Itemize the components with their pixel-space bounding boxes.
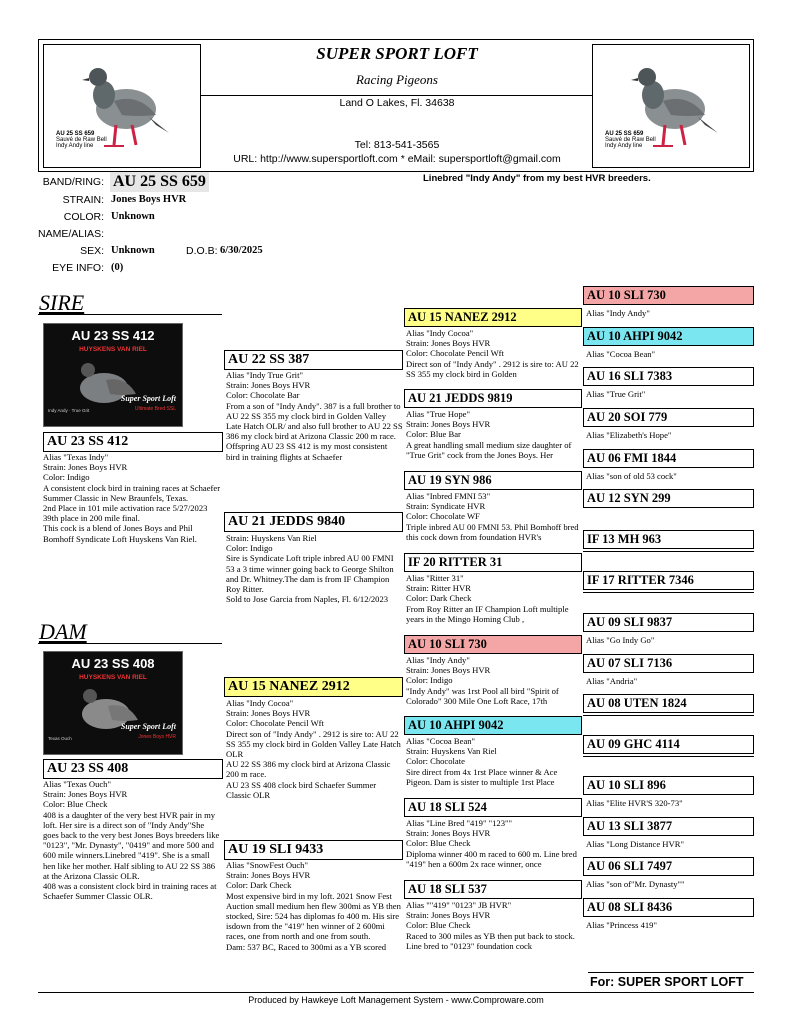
dam-photo <box>43 651 183 755</box>
gen3-band: AU 19 SYN 986 <box>404 471 582 490</box>
gen4-alias: Alias "Indy Andy" <box>586 308 650 318</box>
note-line: Alias "SnowFest Ouch" <box>226 860 308 870</box>
note-line: Strain: Jones Boys HVR <box>226 380 311 391</box>
band-label: BAND/RING: <box>42 176 104 188</box>
dam-section-label: DAM <box>39 619 87 644</box>
gen4-band: AU 10 SLI 896 <box>583 776 754 795</box>
photo-caption-line: Sauvé de Raw Bell <box>56 137 107 143</box>
sire-band: AU 23 SS 412 <box>43 432 223 452</box>
note-line: This cock is a blend of Jones Boys and Phil Bomhoff Syndicate Loft Huyskens Van Riel. <box>43 523 197 544</box>
loft-subtitle: Racing Pigeons <box>356 72 438 87</box>
dam-photo-left: Texas Ouch <box>48 736 72 741</box>
loft-location: Land O Lakes, Fl. 34638 <box>339 97 455 109</box>
gen4-band: AU 07 SLI 7136 <box>583 654 754 673</box>
gen2-band: AU 21 JEDDS 9840 <box>224 512 403 532</box>
loft-url-email: URL: http://www.supersportloft.com * eMail: supersportloft@gmail.com <box>233 153 561 165</box>
gen3-notes <box>406 818 582 878</box>
note-line: Color: Blue Check <box>43 799 108 810</box>
note-line: Color: Chocolate WF <box>406 511 480 522</box>
sire-photo-band: AU 23 SS 412 <box>71 328 155 343</box>
note-line: Offspring AU 23 SS 412 is my most consistent bird in training flights at Schaefer <box>226 441 388 462</box>
gen4-divider <box>583 551 754 552</box>
gen2-band: AU 15 NANEZ 2912 <box>224 677 403 697</box>
note-line: Color: Indigo <box>406 675 453 686</box>
note-line: Strain: Jones Boys HVR <box>406 910 491 921</box>
sire-section-label: SIRE <box>39 290 85 315</box>
pigeon-icon <box>593 45 750 168</box>
note-line: Color: Blue Check <box>406 920 471 931</box>
photo-caption-band: AU 25 SS 659 <box>56 131 95 137</box>
note-line: Strain: Huyskens Van Riel <box>226 533 317 543</box>
photo-caption-line: Indy Andy line <box>605 143 643 149</box>
note-line: Sire direct from 4x 1rst Place winner & Ace Pigeon. Dam is sister to multiple 1rst Place <box>406 766 558 787</box>
for-loft-label: For: SUPER SPORT LOFT <box>590 975 744 989</box>
gen3-band: AU 18 SLI 524 <box>404 798 582 817</box>
gen2-notes <box>226 860 403 980</box>
sire-photo-tag: Ultimate Bred SSL <box>134 406 176 412</box>
note-line: Color: Chocolate Pencil Wft <box>406 348 504 359</box>
note-line: Alias "Inbred FMNI 53" <box>406 491 491 501</box>
note-line: Alias "True Hope" <box>406 409 470 419</box>
loft-name: SUPER SPORT LOFT <box>316 44 478 63</box>
note-line: 408 was a consistent clock bird in training races at Schaefer Summer Classic OLR. <box>43 881 217 902</box>
note-line: Color: Indigo <box>43 472 90 483</box>
gen4-alias: Alias "son of"Mr. Dynasty"" <box>586 879 685 889</box>
gen4-band: AU 06 FMI 1844 <box>583 449 754 468</box>
bird-comment: Linebred "Indy Andy" from my best HVR breeders. <box>423 173 651 184</box>
header-photo-caption-right <box>605 131 656 149</box>
photo-caption-band: AU 25 SS 659 <box>605 131 644 137</box>
gen3-band: AU 15 NANEZ 2912 <box>404 308 582 327</box>
note-line: Dam: 537 BC, Raced to 300mi as a YB scored <box>226 941 387 952</box>
gen3-band: AU 18 SLI 537 <box>404 880 582 899</box>
note-line: Color: Chocolate Pencil Wft <box>226 718 324 729</box>
gen4-divider <box>583 756 754 757</box>
note-line: Most expensive bird in my loft. 2021 Snow Fest Auction small medium hen flew 300mi as YB then stocked, Sire: 524 has diplomas fo 400 m. His sire isdown from the "419" hen winner of 2 600mi races, one from north and one from south. <box>226 890 401 942</box>
dam-band: AU 23 SS 408 <box>43 759 223 779</box>
gen2-notes <box>226 698 403 820</box>
gen3-band: AU 21 JEDDS 9819 <box>404 389 582 408</box>
dam-notes <box>43 779 221 939</box>
photo-caption-line: Sauvé de Raw Bell <box>605 137 656 143</box>
note-line: Sire is Syndicate Loft triple inbred AU 00 FMNI 53 a 3 time winner going back to George Shilton and Dr. Whitney.The dam is from IF Champion Roy Ritter. <box>226 553 394 595</box>
note-line: Alias "Ritter 31" <box>406 573 464 583</box>
gen4-alias: Alias "son of old 53 cock" <box>586 471 677 481</box>
gen4-band: AU 20 SOI 779 <box>583 408 754 427</box>
gen2-notes <box>226 370 403 492</box>
note-line: Color: Chocolate <box>406 756 465 767</box>
dam-photo-sub: HUYSKENS VAN RIEL <box>79 674 147 681</box>
gen4-band: IF 17 RITTER 7346 <box>583 571 754 590</box>
note-line: Alias "Indy Cocoa" <box>406 328 474 338</box>
gen3-notes <box>406 328 582 388</box>
gen3-notes <box>406 900 582 960</box>
note-line: AU 23 SS 408 clock bird Schaefer Summer Classic OLR <box>226 779 377 800</box>
name-alias-label: NAME/ALIAS: <box>38 228 104 240</box>
note-line: 39th place in 200 mile final. <box>43 513 140 524</box>
dam-photo-tag: Jones Boys HVR <box>138 734 176 740</box>
note-line: AU 22 SS 386 my clock bird at Arizona Classic 200 m race. <box>226 759 391 780</box>
gen3-notes <box>406 409 582 469</box>
note-line: "Indy Andy" was 1rst Pool all bird "Spirit of Colorado" 300 Mile One Loft Race, 17th <box>406 685 559 706</box>
loft-phone: Tel: 813-541-3565 <box>354 139 440 151</box>
note-line: Strain: Syndicate HVR <box>406 501 486 512</box>
note-line: Alias "Indy True Grit" <box>226 370 303 380</box>
note-line: Direct son of "Indy Andy" . 2912 is sire to: AU 22 SS 355 my clock bird in Golden Valley Late Hatch OLR <box>226 728 401 760</box>
header-divider <box>201 95 593 96</box>
note-line: Strain: Jones Boys HVR <box>43 462 128 473</box>
dam-photo-loft: Super Sport Loft <box>120 722 176 731</box>
gen4-alias: Alias "Princess 419" <box>586 920 657 930</box>
note-line: Alias ""419" "0123" JB HVR" <box>406 900 512 910</box>
gen4-band: AU 08 SLI 8436 <box>583 898 754 917</box>
note-line: Alias "Indy Andy" <box>406 655 470 665</box>
pigeon-icon <box>44 45 201 168</box>
note-line: Color: Dark Check <box>226 880 292 891</box>
dob-label: D.O.B: <box>186 245 218 257</box>
note-line: Raced to 300 miles as YB then put back to stock. Line bred to "0123" foundation cock <box>406 930 575 951</box>
sex-label: SEX: <box>80 245 104 257</box>
note-line: Strain: Huyskens Van Riel <box>406 746 497 757</box>
pedigree-header <box>38 39 754 172</box>
gen3-notes <box>406 655 582 715</box>
gen4-alias: Alias "Elizabeth's Hope" <box>586 430 672 440</box>
note-line: Direct son of "Indy Andy" . 2912 is sire to: AU 22 SS 355 my clock bird in Golden <box>406 358 579 379</box>
gen3-band: AU 10 SLI 730 <box>404 635 582 654</box>
note-line: From Roy Ritter an IF Champion Loft multiple years in the Mingo Homing Club , <box>406 603 569 624</box>
gen4-band: AU 12 SYN 299 <box>583 489 754 508</box>
gen3-band: AU 10 AHPI 9042 <box>404 716 582 735</box>
header-pigeon-photo-left <box>43 44 201 168</box>
note-line: Strain: Jones Boys HVR <box>226 708 311 719</box>
gen4-band: AU 16 SLI 7383 <box>583 367 754 386</box>
gen2-band: AU 19 SLI 9433 <box>224 840 403 860</box>
note-line: Strain: Jones Boys HVR <box>43 789 128 800</box>
note-line: Color: Chocolate Bar <box>226 390 300 401</box>
gen3-notes <box>406 573 582 633</box>
gen4-alias: Alias "Go Indy Go" <box>586 635 655 645</box>
gen4-alias: Alias "Cocoa Bean" <box>586 349 656 359</box>
note-line: Strain: Jones Boys HVR <box>406 419 491 430</box>
gen4-alias: Alias "Long Distance HVR" <box>586 839 684 849</box>
note-line: 2nd Place in 101 mile activation race 5/27/2023 <box>43 503 208 514</box>
note-line: A great handling small medium size daughter of "True Grit" cock from the Jones Boys. Her <box>406 439 572 460</box>
note-line: Strain: Jones Boys HVR <box>406 338 491 349</box>
gen4-alias: Alias "Elite HVR'S 320-73" <box>586 798 683 808</box>
gen4-divider <box>583 592 754 593</box>
note-line: Color: Indigo <box>226 543 273 554</box>
gen2-notes <box>226 533 403 617</box>
gen4-band: AU 09 SLI 9837 <box>583 613 754 632</box>
band-value: AU 25 SS 659 <box>110 172 209 192</box>
note-line: Color: Blue Check <box>406 838 471 849</box>
gen4-band: AU 10 SLI 730 <box>583 286 754 305</box>
strain-value: Jones Boys HVR <box>111 194 187 205</box>
sire-notes <box>43 452 221 592</box>
note-line: 408 is a daughter of the very best HVR pair in my loft. Her sire is a direct son of "Indy Andy"She goes back to the very best Jones Boys breeders like "0123", "Mr. Dynasty", "0419" and more 500 and 600 mile winners.Linebred "419". She is a small hen like her mother. Half sibling to AU 22 SS 386 at the Arizona Classic OLR. <box>43 809 220 881</box>
note-line: Strain: Jones Boys HVR <box>406 665 491 676</box>
gen4-alias: Alias "True Grit" <box>586 389 646 399</box>
eye-info-value: (0) <box>111 262 124 273</box>
note-line: Alias "Texas Indy" <box>43 452 109 462</box>
sire-photo-sub: HUYSKENS VAN RIEL <box>79 346 147 353</box>
header-pigeon-photo-right <box>592 44 750 168</box>
sire-photo-left: Indy Andy · True Grit <box>48 408 90 413</box>
note-line: Alias "Line Bred "419" "123"" <box>406 818 513 828</box>
gen4-band: AU 06 SLI 7497 <box>583 857 754 876</box>
gen2-band: AU 22 SS 387 <box>224 350 403 370</box>
gen4-band: AU 10 AHPI 9042 <box>583 327 754 346</box>
gen4-band: AU 08 UTEN 1824 <box>583 694 754 713</box>
gen4-band: IF 13 MH 963 <box>583 530 754 549</box>
sire-photo-loft: Super Sport Loft <box>120 394 176 403</box>
dam-photo-band: AU 23 SS 408 <box>71 656 155 671</box>
sex-value: Unknown <box>111 245 155 256</box>
note-line: Strain: Jones Boys HVR <box>226 870 311 881</box>
note-line: A consistent clock bird in training races at Schaefer Summer Classic in New Braunfels, Texas. <box>43 482 221 503</box>
strain-label: STRAIN: <box>62 194 104 206</box>
header-photo-caption-left <box>56 131 107 149</box>
note-line: Alias "Indy Cocoa" <box>226 698 294 708</box>
gen4-alias: Alias "Andria" <box>586 676 638 686</box>
note-line: Color: Blue Bar <box>406 429 461 440</box>
note-line: Color: Dark Check <box>406 593 472 604</box>
note-line: Strain: Jones Boys HVR <box>406 828 491 839</box>
gen4-band: AU 09 GHC 4114 <box>583 735 754 754</box>
note-line: Sold to Jose Garcia from Naples, Fl. 6/12/2023 <box>226 594 389 605</box>
note-line: Strain: Ritter HVR <box>406 583 471 594</box>
gen3-notes <box>406 736 582 796</box>
footer-divider <box>38 992 754 993</box>
note-line: From a son of "Indy Andy". 387 is a full brother to AU 22 SS 355 my clock bird in Golden Valley Late Hatch OLR/ and also full brother to AU 22 SS 386 my clock bird at Arizona Classic 200 m race. <box>226 400 403 442</box>
color-value: Unknown <box>111 211 155 222</box>
dob-value: 6/30/2025 <box>220 245 263 256</box>
note-line: Alias "Texas Ouch" <box>43 779 111 789</box>
gen4-band: AU 13 SLI 3877 <box>583 817 754 836</box>
note-line: Triple inbred AU 00 FMNI 53. Phil Bomhoff bred this cock down from foundation HVR's <box>406 521 579 542</box>
note-line: Diploma winner 400 m raced to 600 m. Line bred "419" hen a 600m 2x race winner, once <box>406 848 577 869</box>
sire-photo <box>43 323 183 427</box>
footer-rule <box>588 972 754 973</box>
note-line: Alias "Cocoa Bean" <box>406 736 476 746</box>
color-label: COLOR: <box>63 211 104 223</box>
photo-caption-line: Indy Andy line <box>56 143 94 149</box>
gen4-divider <box>583 715 754 716</box>
gen3-band: IF 20 RITTER 31 <box>404 553 582 572</box>
eye-info-label: EYE INFO: <box>52 262 104 274</box>
produced-by: Produced by Hawkeye Loft Management System - www.Comproware.com <box>248 995 544 1005</box>
gen3-notes <box>406 491 582 551</box>
